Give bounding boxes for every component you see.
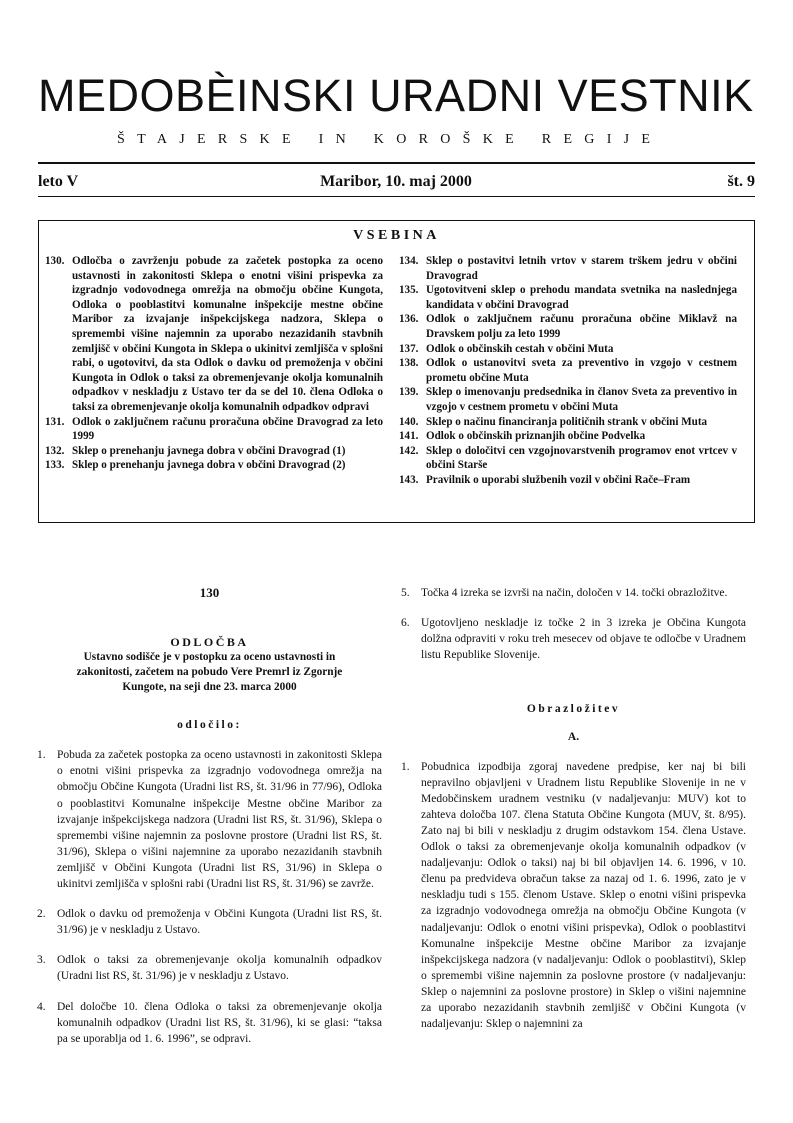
item-number: 136.	[399, 313, 419, 326]
item-number: 139.	[399, 386, 419, 399]
list-item	[399, 356, 737, 385]
decided-heading: odločilo:	[177, 719, 242, 732]
item-text: Odločba o zavrženju pobude za začetek postopka za oceno ustavnosti in zakonitosti Sklepa o enotni višini prispevka za izgradnjo vodovodnega omrežja na območju občine Kungota, Odloka o pooblastitvi komunalne inšpekcije mestne občine Maribor za izvajanje inšpekcijskega nadzora, Sklepa o spremembi višine najemnin za uporabo nezazidanih stavbnih zemljišč v občini Kungota in Sklepa o ukinitvi zemljišča v splošni rabi, o ugotovitvi, da sta Odlok o davku od premoženja v občini Kungota in Odlok o taksi za obremenjevanje okolja komunalnih odpadkov v neskladju z Ustavo ter da se del 10. člena Odloka o taksi za obremenjevanje okolja komunalnih odpadkov odpravi	[72, 255, 383, 413]
list-item	[399, 385, 737, 414]
item-text: Odlok o davku od premoženja v Občini Kungota (Uradni list RS, št. 31/96) je v neskladju z Ustavo.	[57, 908, 382, 937]
list-item	[401, 615, 746, 663]
item-text: Sklep o načinu financiranja političnih strank v občini Muta	[426, 415, 708, 428]
item-number: 1.	[401, 760, 410, 773]
item-text: Pravilnik o uporabi službenih vozil v občini Rače–Fram	[426, 473, 691, 486]
list-item	[399, 283, 737, 312]
issue-number: št. 9	[727, 173, 755, 190]
contents-heading: VSEBINA	[353, 228, 440, 243]
item-text: Odlok o občinskih cestah v občini Muta	[426, 342, 614, 355]
item-number: 135.	[399, 284, 419, 297]
top-rule	[38, 162, 755, 164]
item-text: Sklep o postavitvi letnih vrtov v starem trškem jedru v občini Dravograd	[426, 255, 737, 282]
item-number: 131.	[45, 415, 65, 428]
item-text: Del določbe 10. člena Odloka o taksi za obremenjevanje okolja komunalnih odpadkov (Uradni list RS, št. 31/96), ki se glasi: “taksa pa se uporablja od 1. 6. 1996”, se odpravi.	[57, 1000, 382, 1045]
list-item	[399, 444, 737, 473]
item-number: 130.	[45, 255, 65, 267]
list-item	[399, 473, 737, 488]
list-item	[37, 952, 382, 984]
list-item	[399, 254, 737, 283]
ruling-list-left	[37, 747, 382, 1047]
item-number: 2.	[37, 908, 46, 921]
item-text: Točka 4 izreka se izvrši na način, določen v 14. točki obrazložitve.	[421, 587, 728, 599]
issue-rule	[38, 196, 755, 197]
section-a-heading: A.	[567, 731, 580, 744]
item-text: Odlok o taksi za obremenjevanje okolja komunalnih odpadkov (Uradni list RS, št. 31/96) je v neskladju z Ustavo.	[57, 954, 382, 983]
list-item	[37, 999, 382, 1047]
list-item	[45, 254, 383, 415]
item-number: 133.	[45, 459, 65, 472]
document-type: ODLOČBA	[170, 635, 249, 650]
list-item	[45, 444, 383, 459]
issue-place-date: Maribor, 10. maj 2000	[320, 173, 472, 190]
document-subtitle: Ustavno sodišče je v postopku za oceno ustavnosti in zakonitosti, začetem na pobudo Vere Premrl iz Zgornje Kungote, na seji dne 23. marca 2000	[76, 651, 343, 694]
item-text: Pobudnica izpodbija zgoraj navedene predpise, ker naj bi bili nepravilno objavljeni v Uradnem listu Republike Slovenije in ne v Medobčinskem uradnem vestniku (v nadaljevanju: MUV) kot to zahteva določba 107. člena Statuta Občine Kungota (MUV, št. 8/95). Zato naj bi bili v neskladju z drugim odstavkom 154. člena Ustave. Odlok o taksi za obremenjevanje okolja komunalnih odpadkov (v nadaljevanju: Odlok o taksi) naj bi bil objavljen 14. 6. 1996, v 10. členu pa predvideva obračun takse za nazaj od 1. 6. 1996, zato je v neskladju tudi s 155. členom Ustave. Sklep o enotni višini prispevka za izgradnjo vodovodnega omrežja na območju Občine Kungota (v nadaljevanju: Odlok o enotni višini prispevka), Odlok o pooblastitvi Komunalne inšpekcije Mestne občine Maribor za izvajanje inšpekcijskega nadzora (v nadaljevanju: Odlok o pooblastitvi), Sklep o spremembi višine najemnin za poslovne prostore (v nadaljevanju: Sklep o najemnini za poslovne prostore) in Sklep o višini najemnine za uporabo nezazidanih stavbnih zemljišč v Občini Kungota (v nadaljevanju: Sklep o najemnini za	[421, 760, 746, 1031]
reasoning-list	[401, 759, 746, 1033]
masthead-title: MEDOBÈINSKI URADNI VESTNIK	[38, 70, 754, 121]
contents-box	[38, 220, 755, 523]
item-text: Sklep o prenehanju javnega dobra v občini Dravograd (1)	[72, 444, 346, 457]
list-item	[399, 429, 737, 444]
list-item	[399, 312, 737, 341]
item-number: 6.	[401, 617, 410, 630]
item-text: Odlok o zaključnem računu proračuna občine Dravograd za leto 1999	[72, 415, 383, 443]
body-left-column	[37, 585, 382, 1047]
contents-left-column	[45, 254, 383, 473]
list-item	[399, 342, 737, 357]
item-text: Odlok o zaključnem računu proračuna občine Miklavž na Dravskem polju za leto 1999	[426, 313, 737, 340]
body-right-column	[401, 585, 746, 1032]
item-text: Odlok o ustanovitvi sveta za preventivo in vzgojo v cestnem prometu občine Muta	[426, 357, 737, 384]
list-item	[45, 458, 383, 473]
masthead-subtitle: ŠTAJERSKE IN KOROŠKE REGIJE	[117, 132, 663, 147]
item-text: Ugotovitveni sklep o prehodu mandata svetnika na naslednjega kandidata v občini Dravograd	[426, 284, 737, 311]
list-item	[399, 415, 737, 430]
list-item	[37, 906, 382, 938]
ruling-list-right	[401, 585, 746, 663]
item-number: 141.	[399, 430, 419, 443]
item-number: 137.	[399, 342, 419, 355]
issue-year: leto V	[38, 173, 79, 190]
item-number: 142.	[399, 444, 419, 457]
item-text: Ugotovljeno neskladje iz točke 2 in 3 izreka je Občina Kungota dolžna odpraviti v roku treh mesecev od objave te odločbe v Uradnem listu Republike Slovenije.	[421, 617, 746, 662]
list-item	[401, 759, 746, 1033]
item-text: Sklep o imenovanju predsednika in članov Sveta za preventivo in vzgojo v cestnem prometu v občini Muta	[426, 386, 737, 413]
item-text: Odlok o občinskih priznanjih občine Podvelka	[426, 430, 646, 443]
item-text: Sklep o določitvi cen vzgojnovarstvenih programov enot vrtcev v občini Starše	[426, 444, 737, 472]
item-text: Pobuda za začetek postopka za oceno ustavnosti in zakonitosti Sklepa o enotni višini prispevka za izgradnjo vodovodnega omrežja na območju Občine Kungota (Uradni list RS, št. 31/96 in 77/96), Odloka o pooblastitvi Komunalne inšpekcije Mestne občine Maribor za izvajanje inšpekcijskega nadzora (Uradni list RS, št. 31/96), Sklepa o spremembi višine najemnin za poslovne prostore (Uradni list RS, št. 31/96), Sklepa o višini najemnine za uporabo nezazidanih stavbnih zemljišč v Občini Kungota (Uradni list RS, 31/96) in Sklepa o ukinitvi zemljišča v splošni rabi (Uradni list RS, št. 31/96) se zavrže.	[57, 749, 382, 891]
reasoning-heading: Obrazložitev	[526, 703, 621, 716]
item-number: 132.	[45, 444, 65, 457]
item-text: Sklep o prenehanju javnega dobra v občini Dravograd (2)	[72, 459, 346, 472]
item-number: 1.	[37, 749, 46, 762]
item-number: 134.	[399, 255, 419, 267]
item-number: 5.	[401, 587, 410, 599]
contents-right-column	[399, 254, 737, 488]
item-number: 138.	[399, 357, 419, 370]
document-number: 130	[199, 585, 220, 600]
list-item	[45, 415, 383, 444]
item-number: 4.	[37, 1000, 46, 1013]
list-item	[37, 747, 382, 892]
list-item	[401, 585, 746, 601]
item-number: 140.	[399, 415, 419, 428]
item-number: 3.	[37, 954, 46, 967]
item-number: 143.	[399, 473, 419, 486]
